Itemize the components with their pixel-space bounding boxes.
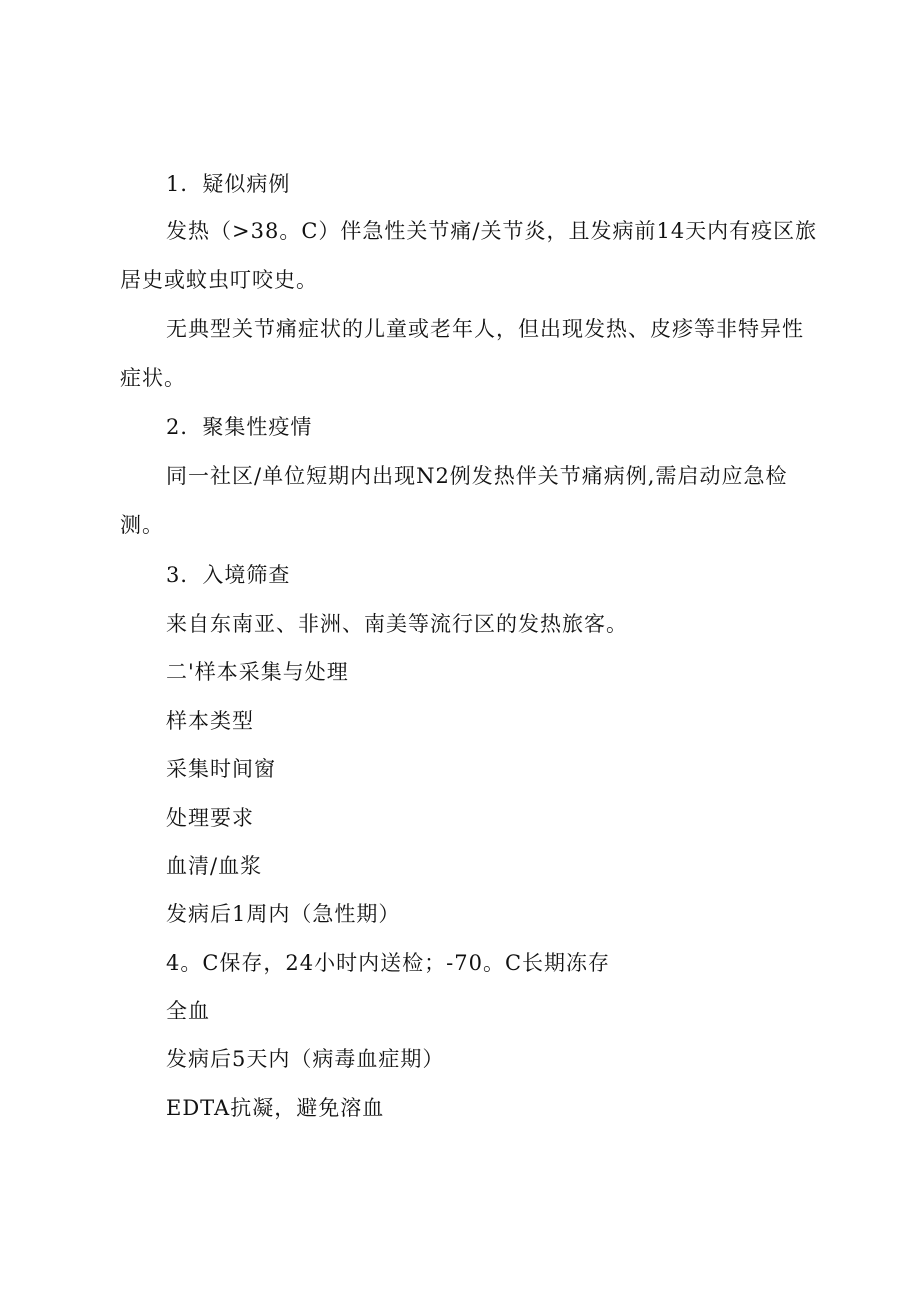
table-cell-serum-processing: 4。C保存，24小时内送检；-70。C长期冻存 bbox=[166, 951, 611, 975]
table-cell-blood-time: 发病后5天内（病毒血症期） bbox=[166, 1047, 445, 1071]
table-cell-blood-processing: EDTA抗凝，避免溶血 bbox=[166, 1096, 385, 1120]
table-cell-blood-type: 全血 bbox=[166, 999, 210, 1023]
table-header-collection-window: 采集时间窗 bbox=[166, 757, 276, 781]
table-header-sample-type: 样本类型 bbox=[166, 709, 254, 733]
heading-entry-screening: 3．入境筛查 bbox=[166, 563, 291, 587]
heading-cluster-outbreak: 2．聚集性疫情 bbox=[166, 415, 313, 439]
heading-sample-collection: 二'样本采集与处理 bbox=[166, 660, 349, 684]
paragraph-atypical-cases: 无典型关节痛症状的儿童或老年人，但出现发热、皮疹等非特异性症状。 bbox=[120, 317, 804, 390]
paragraph-cluster-criteria: 同一社区/单位短期内出现N2例发热伴关节痛病例,需启动应急检测。 bbox=[120, 464, 788, 537]
table-cell-serum-type: 血清/血浆 bbox=[166, 854, 263, 878]
table-header-processing: 处理要求 bbox=[166, 806, 254, 830]
table-cell-serum-time: 发病后1周内（急性期） bbox=[166, 902, 401, 926]
paragraph-entry-screening: 来自东南亚、非洲、南美等流行区的发热旅客。 bbox=[166, 612, 628, 636]
paragraph-suspected-criteria: 发热（>38。C）伴急性关节痛/关节炎，且发病前14天内有疫区旅居史或蚊虫叮咬史。 bbox=[120, 219, 818, 292]
heading-suspected-case: 1．疑似病例 bbox=[166, 172, 291, 196]
